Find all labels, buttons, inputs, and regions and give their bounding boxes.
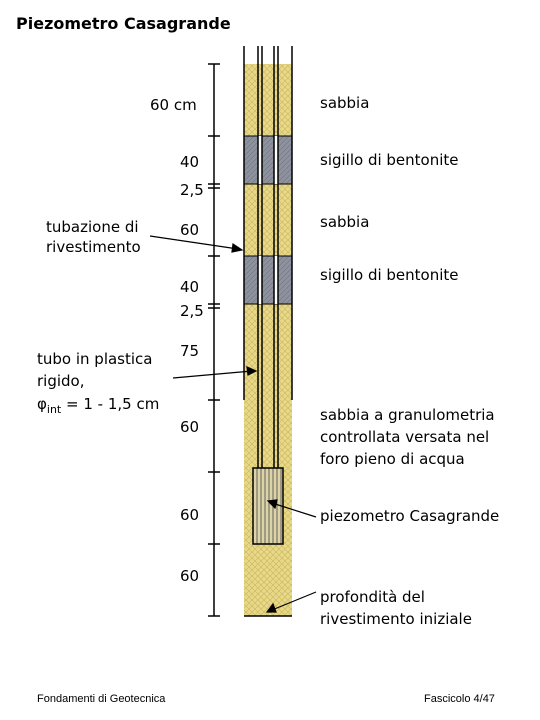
tube-label-line2: rigido, (37, 372, 85, 390)
footer-page: Fascicolo 4/47 (424, 693, 495, 705)
dimension-label-8: 60 (180, 418, 200, 436)
bentonite-seal-2 (244, 256, 292, 304)
dimension-label-9: 60 (180, 506, 200, 524)
label-depth-line2: rivestimento iniziale (320, 610, 472, 628)
casing-label-line2: rivestimento (46, 238, 141, 256)
tube-arrow (173, 371, 252, 378)
bentonite-seal-1 (244, 136, 292, 184)
piezometer-tip (253, 468, 283, 544)
label-filter-line2: controllata versata nel (320, 428, 490, 446)
dimension-label-6: 2,5 (180, 302, 204, 320)
tube-label-line1: tubo in plastica (37, 350, 153, 368)
label-depth-line1: profondità del (320, 588, 425, 606)
dimension-label-10: 60 (180, 567, 200, 585)
footer-course: Fondamenti di Geotecnica (37, 693, 166, 705)
phi-subscript: int (46, 403, 62, 416)
label-bentonite-seal-2: sigillo di bentonite (320, 266, 459, 284)
dimension-label-1: 60 cm (150, 96, 197, 114)
dimension-label-5: 40 (180, 278, 200, 296)
label-sand-1: sabbia (320, 94, 370, 112)
casing-label-line1: tubazione di (46, 218, 139, 236)
label-piezometer: piezometro Casagrande (320, 507, 500, 525)
tube-diameter: = 1 - 1,5 cm (61, 395, 160, 413)
phi-symbol: φ (37, 395, 47, 413)
dimension-label-3: 2,5 (180, 181, 204, 199)
page-title: Piezometro Casagrande (16, 14, 231, 33)
tube-label-line3 (37, 395, 159, 419)
label-filter-line3: foro pieno di acqua (320, 450, 465, 468)
label-sand-2: sabbia (320, 213, 370, 231)
dimension-label-7: 75 (180, 342, 200, 360)
dimension-label-4: 60 (180, 221, 200, 239)
label-filter-line1: sabbia a granulometria (320, 406, 495, 424)
label-bentonite-seal-1: sigillo di bentonite (320, 151, 459, 169)
dimension-label-2: 40 (180, 153, 200, 171)
